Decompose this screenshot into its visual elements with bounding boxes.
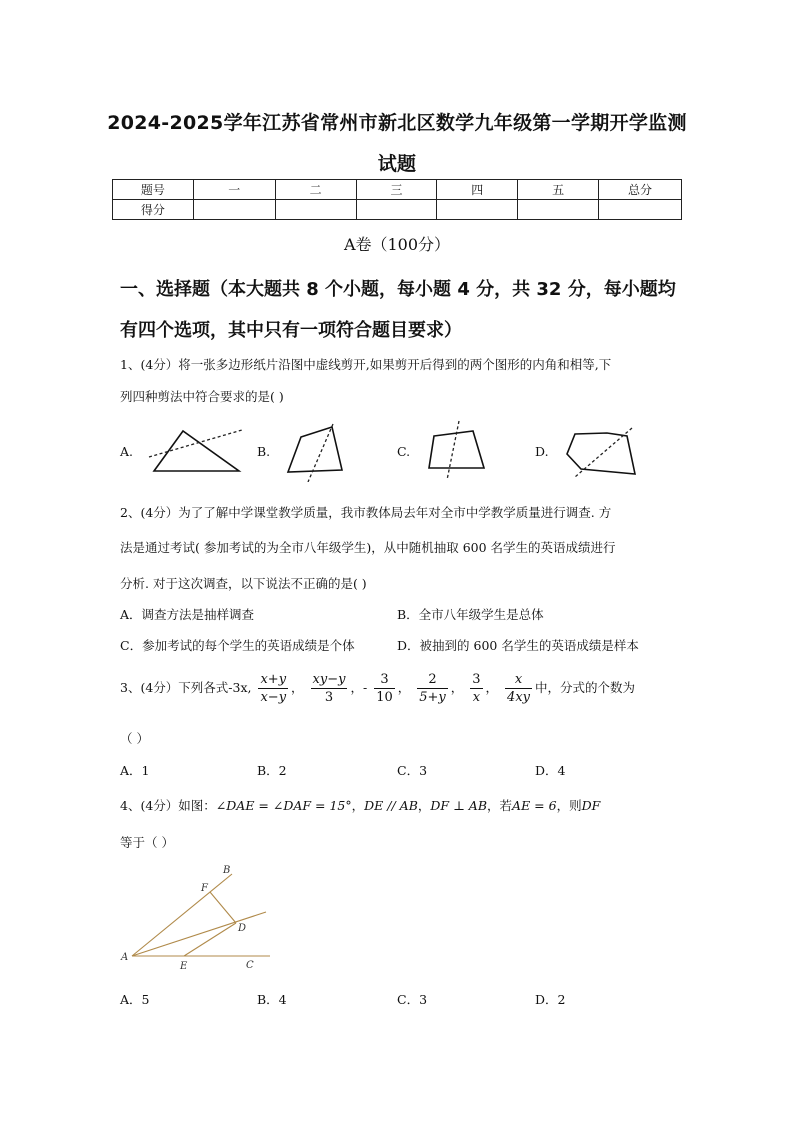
part1-heading-line2: 有四个选项，其中只有一项符合题目要求） xyxy=(120,320,462,341)
score-input-cell[interactable] xyxy=(275,200,356,220)
q4-option-b: B．4 xyxy=(257,992,287,1007)
document-title-line1: 2024-2025学年江苏省常州市新北区数学九年级第一学期开学监测 xyxy=(107,112,687,134)
q4-condition-length: AE = 6 xyxy=(512,798,557,813)
score-input-cell[interactable] xyxy=(193,200,275,220)
q3-option-c: C．3 xyxy=(397,763,428,778)
score-input-cell[interactable] xyxy=(518,200,599,220)
score-cell: 五 xyxy=(518,180,599,200)
q3-option-b: B．2 xyxy=(257,763,287,778)
q1-text-line2: 列四种剪法中符合要求的是( ) xyxy=(120,389,284,404)
q4-option-c: C．3 xyxy=(397,992,428,1007)
point-e-label: E xyxy=(180,961,188,972)
score-cell: 题号 xyxy=(113,180,194,200)
q3-expression-line: 3、(4分）下列各式-3x, $\frac{x+y}{x-y}$ ， $\frac{xy-y}{3}$ ，- $\frac{3}{10}$ ， $\frac{2}{5+y}$ ， $\frac{3}{x}$ ， $\frac{x}{4xy}$ 中，分式的个数为 xyxy=(120,672,636,705)
q2-text-line2: 法是通过考试( 参加考试的为全市八年级学生)，从中随机抽取 600 名学生的英语成绩进行 xyxy=(120,540,616,555)
q3-fraction-4: $\frac{2}{5+y}$ xyxy=(419,672,446,705)
q3-fraction-1: $\frac{x+y}{x-y}$ xyxy=(260,672,287,705)
score-table xyxy=(112,179,682,220)
q1-text-line1: 1、(4分）将一张多边形纸片沿图中虚线剪开,如果剪开后得到的两个图形的内角和相等,下 xyxy=(120,357,612,372)
q1-option-b-label: B. xyxy=(257,444,271,459)
q4-geometry-figure xyxy=(118,860,278,975)
q1-option-a-label: A. xyxy=(120,444,134,459)
q1-figure-a xyxy=(145,418,245,478)
q3-prefix: 3、(4分）下列各式-3x, xyxy=(120,680,252,695)
q4-target: DF xyxy=(581,798,601,813)
score-input-cell[interactable] xyxy=(437,200,518,220)
q3-option-d: D．4 xyxy=(535,763,566,778)
q4-prefix: 4、(4分）如图： xyxy=(120,798,216,813)
q1-figure-c xyxy=(422,417,492,481)
q1-option-c-label: C. xyxy=(397,444,411,459)
document-title-line2: 试题 xyxy=(377,153,417,175)
score-cell: 二 xyxy=(275,180,356,200)
q3-suffix: 中，分式的个数为 xyxy=(535,680,636,695)
q1-figure-b xyxy=(281,418,351,482)
q4-text-line1: 4、(4分）如图：∠DAE = ∠DAF = 15°，DE // AB，DF ⊥ AB，若AE = 6，则DF xyxy=(120,798,601,813)
score-row-label: 得分 xyxy=(113,200,194,220)
score-cell: 一 xyxy=(193,180,275,200)
score-input-cell[interactable] xyxy=(356,200,437,220)
q4-text-line2: 等于（ ） xyxy=(120,835,174,850)
score-cell: 总分 xyxy=(599,180,682,200)
q3-fraction-5: $\frac{3}{x}$ xyxy=(472,672,481,705)
score-input-cell[interactable] xyxy=(599,200,682,220)
q3-answer-paren: （ ） xyxy=(120,731,149,746)
q2-option-d: D．被抽到的 600 名学生的英语成绩是样本 xyxy=(397,638,639,653)
score-cell: 四 xyxy=(437,180,518,200)
q3-fraction-3: $\frac{3}{10}$ xyxy=(376,672,393,705)
q2-option-b: B．全市八年级学生是总体 xyxy=(397,607,544,622)
q1-figure-d xyxy=(562,424,642,480)
q4-option-d: D．2 xyxy=(535,992,566,1007)
q4-condition-angles: ∠DAE = ∠DAF = 15° xyxy=(215,798,352,813)
q3-fraction-6: $\frac{x}{4xy}$ xyxy=(507,672,530,705)
q2-text-line1: 2、(4分）为了了解中学课堂教学质量，我市教体局去年对全市中学教学质量进行调查. 方 xyxy=(120,505,612,520)
part1-heading-line1: 一、选择题（本大题共 8 个小题，每小题 4 分，共 32 分，每小题均 xyxy=(120,279,676,300)
q3-fraction-2: $\frac{xy-y}{3}$ xyxy=(312,672,346,705)
q2-option-a: A．调查方法是抽样调查 xyxy=(120,607,255,622)
point-d-label: D xyxy=(238,923,247,934)
q2-text-line3: 分析. 对于这次调查，以下说法不正确的是( ) xyxy=(120,576,367,591)
score-table-score-row xyxy=(113,200,682,220)
q3-option-a: A．1 xyxy=(120,763,150,778)
section-a-heading: A卷（100分） xyxy=(343,235,451,254)
point-c-label: C xyxy=(246,960,254,971)
point-b-label: B xyxy=(223,865,231,876)
q1-option-d-label: D. xyxy=(535,444,549,459)
q4-condition-perpendicular: DF ⊥ AB xyxy=(430,798,488,813)
q4-option-a: A．5 xyxy=(120,992,150,1007)
score-table-header-row xyxy=(113,180,682,200)
score-cell: 三 xyxy=(356,180,437,200)
point-f-label: F xyxy=(201,883,208,894)
q4-condition-parallel: DE // AB xyxy=(364,798,418,813)
point-a-label: A xyxy=(121,952,129,963)
q2-option-c: C．参加考试的每个学生的英语成绩是个体 xyxy=(120,638,355,653)
